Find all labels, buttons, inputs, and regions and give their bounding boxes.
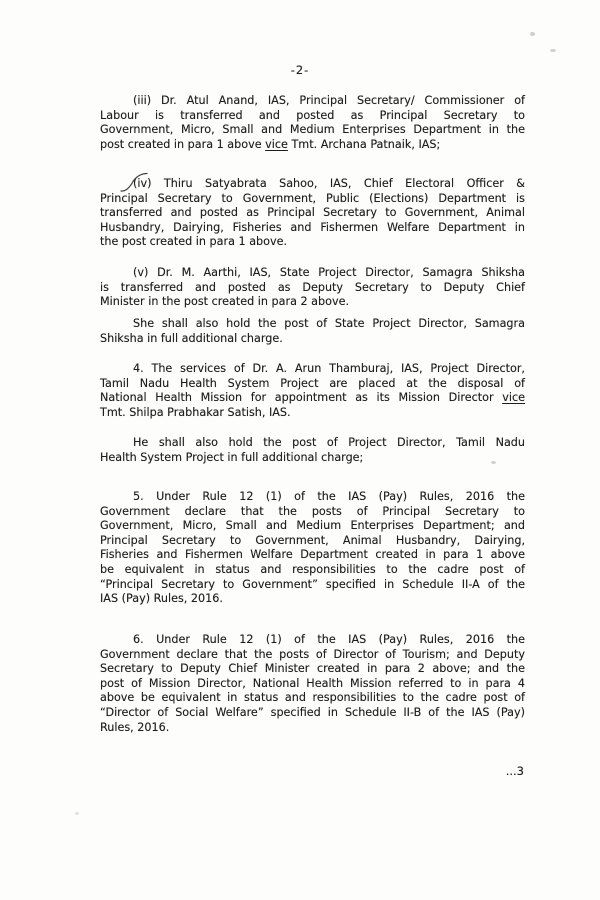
- text-line: Shiksha in full additional charge.: [100, 331, 283, 345]
- text-line: (v) Dr. M. Aarthi, IAS, State Project Director, Samagra Shiksha: [133, 266, 525, 279]
- text-line: Government, Micro, Small and Medium Enterprises Department in the: [100, 123, 525, 137]
- scan-speck: [530, 32, 535, 36]
- paragraph-item-iii: [100, 94, 525, 152]
- text-line: Health System Project in full additional charge;: [100, 450, 364, 464]
- text-line: Tamil Nadu Health System Project are placed at the disposal of: [100, 376, 525, 390]
- text-line: He shall also hold the post of Project Director, Tamil Nadu: [133, 436, 525, 449]
- page-continuation-marker: ...3: [505, 764, 524, 778]
- text-line: Husbandry, Dairying, Fisheries and Fishermen Welfare Department in: [100, 220, 525, 234]
- paragraph-4-additional-charge: [100, 436, 525, 465]
- text-line: be equivalent in status and responsibilities to the cadre post of: [100, 562, 525, 576]
- paragraph-6: [100, 633, 525, 735]
- text-line: 4. The services of Dr. A. Arun Thamburaj, IAS, Project Director,: [133, 362, 525, 375]
- page-number-header: -2-: [290, 63, 310, 77]
- text-line: Principal Secretary to Government, Public (Elections) Department is: [100, 191, 525, 205]
- text-line: Rules, 2016.: [100, 720, 170, 734]
- text-line: post of Mission Director, National Health Mission referred to in para 4: [100, 676, 525, 690]
- text-line: transferred and posted as Principal Secretary to Government, Animal: [100, 206, 525, 220]
- text-line: Fisheries and Fishermen Welfare Department created in para 1 above: [100, 548, 525, 562]
- text-line: Labour is transferred and posted as Principal Secretary to: [100, 108, 525, 122]
- text-line: (iii) Dr. Atul Anand, IAS, Principal Secretary/ Commissioner of: [133, 94, 525, 107]
- text-line: the post created in para 1 above.: [100, 235, 288, 249]
- text-line: Government declare that the posts of Principal Secretary to: [100, 504, 525, 518]
- text-line: is transferred and posted as Deputy Secretary to Deputy Chief: [100, 280, 525, 294]
- paragraph-5: [100, 490, 525, 607]
- text-line: (iv) Thiru Satyabrata Sahoo, IAS, Chief Electoral Officer &: [133, 177, 525, 190]
- text-line: Government, Micro, Small and Medium Enterprises Department; and: [100, 519, 525, 533]
- scan-speck: [550, 49, 556, 52]
- paragraph-item-iv: [100, 177, 525, 250]
- text-line: above be equivalent in status and responsibilities to the cadre post of: [100, 691, 525, 705]
- text-line: IAS (Pay) Rules, 2016.: [100, 592, 223, 606]
- paragraph-item-v: [100, 266, 525, 310]
- text-line: Government declare that the posts of Director of Tourism; and Deputy: [100, 647, 525, 661]
- text-line: 5. Under Rule 12 (1) of the IAS (Pay) Rules, 2016 the: [133, 490, 525, 503]
- scan-speck: [75, 812, 79, 815]
- text-line: She shall also hold the post of State Project Director, Samagra: [133, 317, 525, 330]
- text-line: 6. Under Rule 12 (1) of the IAS (Pay) Rules, 2016 the: [133, 633, 525, 646]
- text-line: Tmt. Shilpa Prabhakar Satish, IAS.: [100, 405, 291, 419]
- text-line: Principal Secretary to Government, Animal Husbandry, Dairying,: [100, 533, 525, 547]
- text-line: Minister in the post created in para 2 above.: [100, 295, 350, 309]
- text-line: Secretary to Deputy Chief Minister created in para 2 above; and the: [100, 662, 525, 676]
- scan-speck: [491, 461, 496, 464]
- text-line: National Health Mission for appointment as its Mission Director vice: [100, 391, 525, 405]
- text-line: “Principal Secretary to Government” specified in Schedule II-A of the: [100, 577, 525, 591]
- paragraph-4: [100, 362, 525, 420]
- text-line: post created in para 1 above vice Tmt. Archana Patnaik, IAS;: [100, 137, 441, 151]
- paragraph-item-v-additional-charge: [100, 317, 525, 346]
- text-line: “Director of Social Welfare” specified in Schedule II-B of the IAS (Pay): [100, 705, 525, 719]
